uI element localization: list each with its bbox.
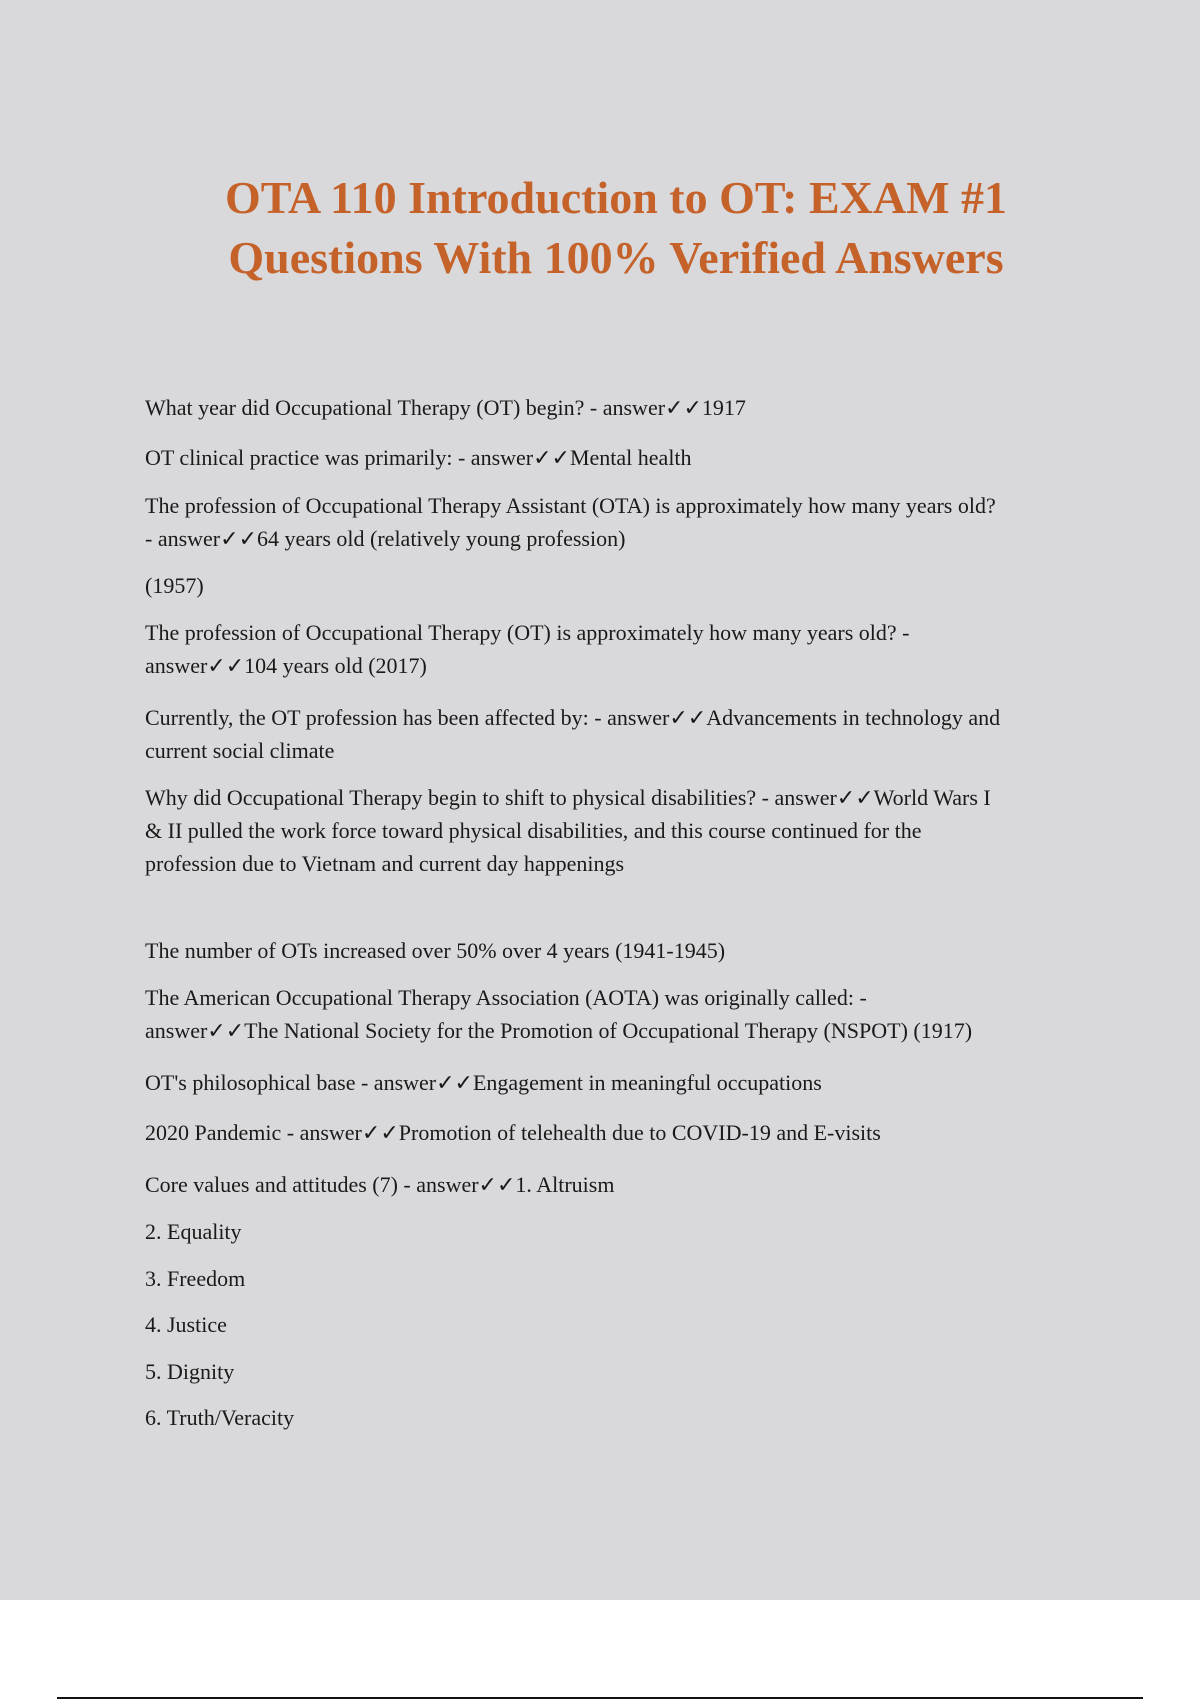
text-line: answer✓✓104 years old (2017)	[145, 653, 427, 678]
text-line: OT's philosophical base - answer✓✓Engagement in meaningful occupations	[145, 1070, 822, 1095]
document-title	[120, 168, 1112, 288]
footer-divider	[57, 1697, 1143, 1699]
text-line: 6. Truth/Veracity	[145, 1405, 295, 1430]
list-item	[145, 1401, 1095, 1434]
text-line: Why did Occupational Therapy begin to shift to physical disabilities? - answer✓✓World Wars I	[145, 785, 991, 810]
qa-paragraph	[145, 569, 1095, 602]
list-item	[145, 1355, 1095, 1388]
qa-paragraph	[145, 934, 1095, 967]
text-line: The profession of Occupational Therapy Assistant (OTA) is approximately how many years old?	[145, 493, 996, 518]
text-line: 5. Dignity	[145, 1359, 235, 1384]
list-item	[145, 1215, 1095, 1248]
list-item	[145, 1308, 1095, 1341]
text-line: (1957)	[145, 573, 204, 598]
text-line: 2. Equality	[145, 1219, 242, 1244]
text-line: current social climate	[145, 738, 335, 763]
qa-paragraph	[145, 981, 1095, 1047]
text-line: The American Occupational Therapy Association (AOTA) was originally called: -	[145, 985, 867, 1010]
qa-paragraph	[145, 441, 1095, 474]
qa-paragraph	[145, 489, 1095, 555]
qa-paragraph	[145, 1066, 1095, 1099]
qa-paragraph	[145, 1168, 1095, 1201]
text-line: OT clinical practice was primarily: - answer✓✓Mental health	[145, 445, 692, 470]
text-line: The number of OTs increased over 50% over 4 years (1941-1945)	[145, 938, 726, 963]
text-line: Currently, the OT profession has been affected by: - answer✓✓Advancements in technology and	[145, 705, 1001, 730]
text-line: answer✓✓The National Society for the Promotion of Occupational Therapy (NSPOT) (1917)	[145, 1018, 973, 1043]
text-line: What year did Occupational Therapy (OT) begin? - answer✓✓1917	[145, 395, 746, 420]
qa-paragraph	[145, 616, 1095, 682]
text-line: 3. Freedom	[145, 1266, 246, 1291]
list-item	[145, 1262, 1095, 1295]
text-line: The profession of Occupational Therapy (OT) is approximately how many years old? -	[145, 620, 910, 645]
text-line: Core values and attitudes (7) - answer✓✓1. Altruism	[145, 1172, 615, 1197]
qa-paragraph	[145, 781, 1095, 880]
text-line: 2020 Pandemic - answer✓✓Promotion of telehealth due to COVID-19 and E-visits	[145, 1120, 881, 1145]
text-line: 4. Justice	[145, 1312, 227, 1337]
qa-paragraph	[145, 701, 1095, 767]
title-line-1: OTA 110 Introduction to OT: EXAM #1	[224, 172, 1008, 223]
text-line: & II pulled the work force toward physical disabilities, and this course continued for the	[145, 818, 922, 843]
qa-paragraph	[145, 391, 1095, 424]
title-line-2: Questions With 100% Verified Answers	[228, 232, 1004, 283]
text-line: - answer✓✓64 years old (relatively young profession)	[145, 526, 626, 551]
qa-paragraph	[145, 1116, 1095, 1149]
text-line: profession due to Vietnam and current day happenings	[145, 851, 625, 876]
